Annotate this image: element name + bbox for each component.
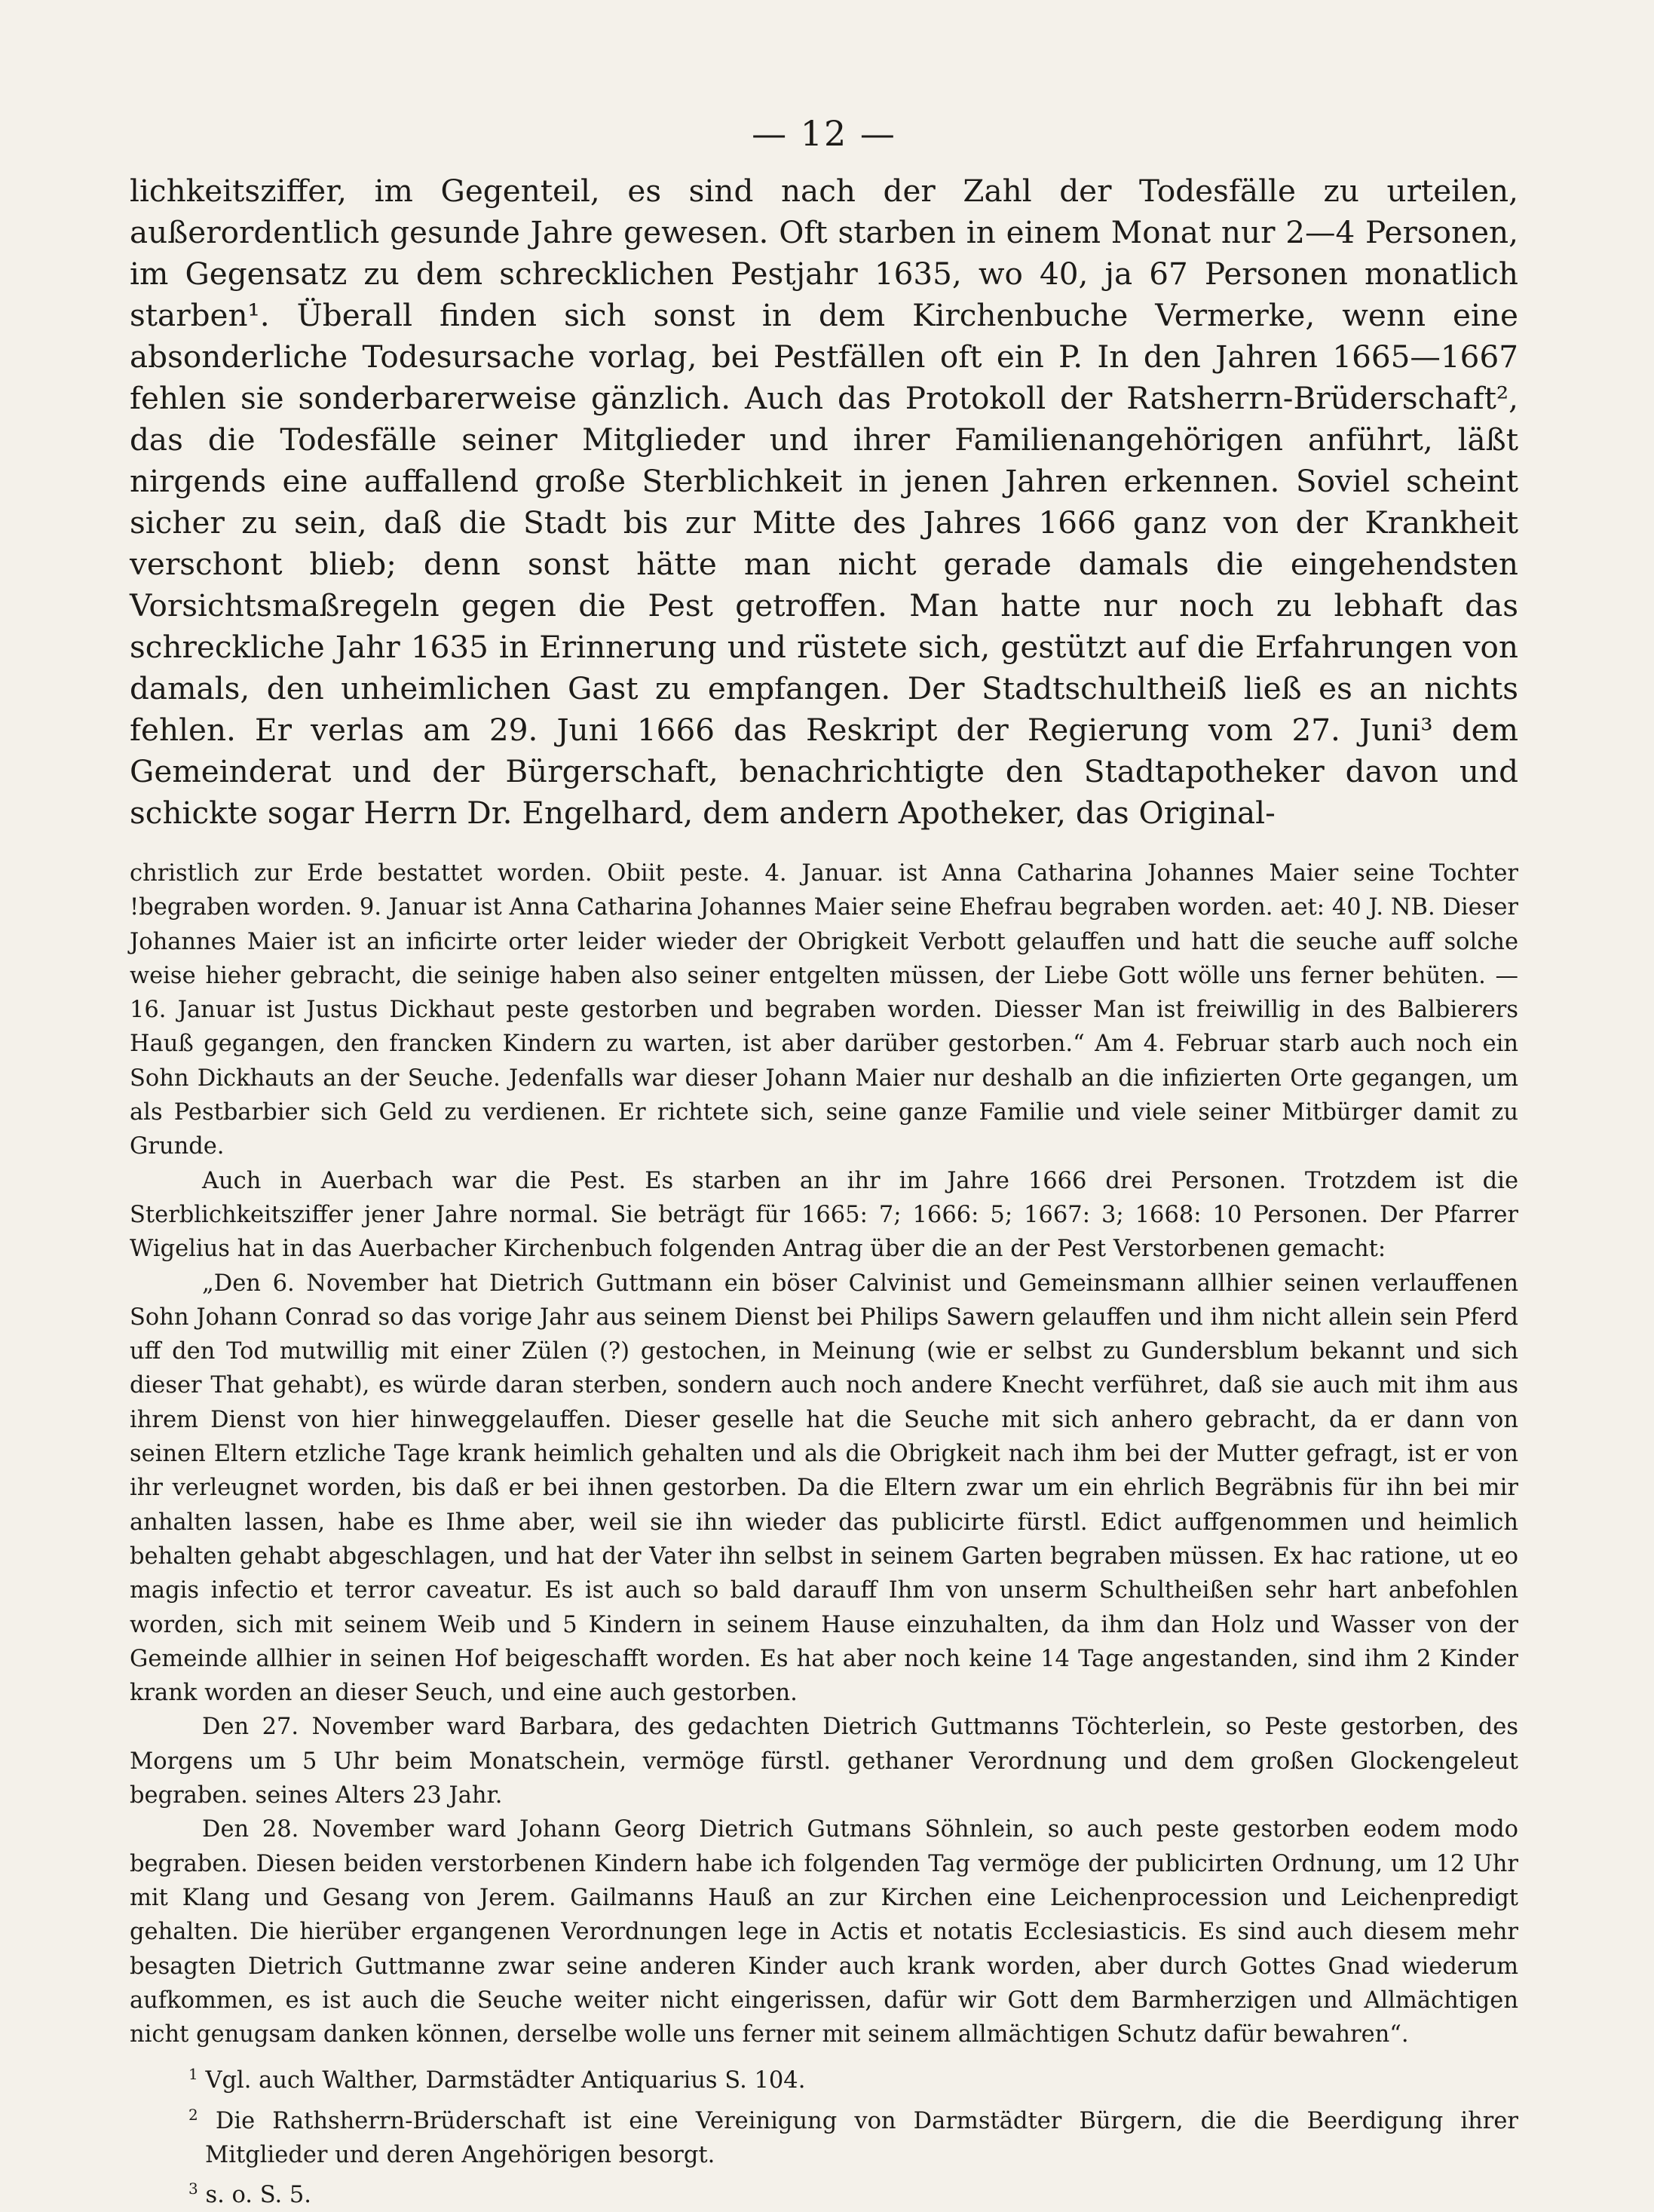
footnote-text: Die Rathsherrn-Brüderschaft ist eine Vereinigung von Darmstädter Bürgern, die die Beerdigung ihrer Mitglieder und deren Angehörigen besorgt.	[205, 2107, 1518, 2168]
footnote-mark: 2	[188, 2105, 198, 2124]
footnote-mark: 1	[188, 2065, 198, 2084]
notes-section	[130, 856, 1518, 2051]
notes-paragraph: Auch in Auerbach war die Pest. Es starben an ihr im Jahre 1666 drei Personen. Trotzdem ist die Sterblichkeitsziffer jener Jahre normal. Sie beträgt für 1665: 7; 1666: 5; 1667: 3; 1668: 10 Personen. Der Pfarrer Wigelius hat in das Auerbacher Kirchenbuch folgenden Antrag über die an der Pest Verstorbenen gemacht:	[130, 1167, 1518, 1263]
notes-paragraph: christlich zur Erde bestattet worden. Obiit peste. 4. Januar. ist Anna Catharina Johannes Maier seine Tochter !begraben worden. 9. Januar ist Anna Catharina Johannes Maier seine Ehefrau begraben worden. aet: 40 J. NB. Dieser Johannes Maier ist an inficirte orter leider wieder der Obrigkeit Verbott gelauffen und hatt die seuche auff solche weise hieher gebracht, die seinige haben also seiner entgelten müssen, der Liebe Gott wölle uns ferner behüten. — 16. Januar ist Justus Dickhaut peste gestorben und begraben worden. Diesser Man ist freiwillig in des Balbierers Hauß gegangen, den francken Kindern zu warten, ist aber darüber gestorben.“ Am 4. Februar starb auch noch ein Sohn Dickhauts an der Seuche. Jedenfalls war dieser Johann Maier nur deshalb an die infizierten Orte gegangen, um als Pestbarbier sich Geld zu verdienen. Er richtete sich, seine ganze Familie und viele seiner Mitbürger damit zu Grunde.	[130, 860, 1518, 1160]
notes-quote-paragraph: „Den 6. November hat Dietrich Guttmann ein böser Calvinist und Gemeinsmann allhier seinen verlauffenen Sohn Johann Conrad so das vorige Jahr aus seinem Dienst bei Philips Sawern gelauffen und ihm nicht allein sein Pferd uff den Tod mutwillig mit einer Zülen (?) gestochen, in Meinung (wie er selbst zu Gundersblum bekannt und sich dieser That gehabt), es würde daran sterben, sondern auch noch andere Knecht verführet, daß sie auch mit ihm aus ihrem Dienst von hier hinweggelauffen. Dieser geselle hat die Seuche mit sich anhero gebracht, da er dann von seinen Eltern etzliche Tage krank heimlich gehalten und als die Obrigkeit nach ihm bei der Mutter gefragt, ist er von ihr verleugnet worden, bis daß er bei ihnen gestorben. Da die Eltern zwar um ein ehrlich Begräbnis für ihn bei mir anhalten lassen, habe es Ihme aber, weil sie ihn wieder das publicirte fürstl. Edict auffgenommen und heimlich behalten gehabt abgeschlagen, und hat der Vater ihn selbst in seinem Garten begraben müssen. Ex hac ratione, ut eo magis infectio et terror caveatur. Es ist auch so bald darauff Ihm von unserm Schultheißen sehr hart anbefohlen worden, sich mit seinem Weib und 5 Kindern in seinem Hause einzuhalten, da ihm dan Holz und Wasser von der Gemeinde allhier in seinen Hof beigeschafft worden. Es hat aber noch keine 14 Tage angestanden, sind ihm 2 Kinder krank worden an dieser Seuch, und eine auch gestorben.	[130, 1270, 1518, 1707]
footnote	[130, 2057, 1518, 2097]
notes-quote-paragraph: Den 28. November ward Johann Georg Dietrich Gutmans Söhnlein, so auch peste gestorben eodem modo begraben. Diesen beiden verstorbenen Kindern habe ich folgenden Tag vermöge der publicirten Ordnung, um 12 Uhr mit Klang und Gesang von Jerem. Gailmanns Hauß an zur Kirchen eine Leichenprocession und Leichenpredigt gehalten. Die hierüber ergangenen Verordnungen lege in Actis et notatis Ecclesiasticis. Es sind auch diesem mehr besagten Dietrich Guttmanne zwar seine anderen Kinder auch krank worden, aber durch Gottes Gnad wiederum aufkommen, es ist auch die Seuche weiter nicht eingerissen, dafür wir Gott dem Barmherzigen und Allmächtigen nicht genugsam danken können, derselbe wolle uns ferner mit seinem allmächtigen Schutz dafür bewahren“.	[130, 1816, 1518, 2048]
main-body-text	[130, 170, 1518, 834]
notes-quote-paragraph: Den 27. November ward Barbara, des gedachten Dietrich Guttmanns Töchterlein, so Peste gestorben, des Morgens um 5 Uhr beim Monatschein, vermöge fürstl. gethaner Verordnung und dem großen Glockengeleut begraben. seines Alters 23 Jahr.	[130, 1714, 1518, 1809]
page-number: — 12 —	[752, 113, 896, 154]
footnotes	[130, 2057, 1518, 2211]
footnote-mark: 3	[188, 2179, 198, 2198]
main-paragraph: lichkeitsziffer, im Gegenteil, es sind nach der Zahl der Todesfälle zu urteilen, außerordentlich gesunde Jahre gewesen. Oft starben in einem Monat nur 2—4 Personen, im Gegensatz zu dem schrecklichen Pestjahr 1635, wo 40, ja 67 Personen monatlich starben¹. Überall finden sich sonst in dem Kirchenbuche Vermerke, wenn eine absonderliche Todesursache vorlag, bei Pestfällen oft ein P. In den Jahren 1665—1667 fehlen sie sonderbarerweise gänzlich. Auch das Protokoll der Ratsherrn-Brüderschaft², das die Todesfälle seiner Mitglieder und ihrer Familienangehörigen anführt, läßt nirgends eine auffallend große Sterblichkeit in jenen Jahren erkennen. Soviel scheint sicher zu sein, daß die Stadt bis zur Mitte des Jahres 1666 ganz von der Krankheit verschont blieb; denn sonst hätte man nicht gerade damals die eingehendsten Vorsichtsmaßregeln gegen die Pest getroffen. Man hatte nur noch zu lebhaft das schreckliche Jahr 1635 in Erinnerung und rüstete sich, gestützt auf die Erfahrungen von damals, den unheimlichen Gast zu empfangen. Der Stadtschultheiß ließ es an nichts fehlen. Er verlas am 29. Juni 1666 das Reskript der Regierung vom 27. Juni³ dem Gemeinderat und der Bürgerschaft, benachrichtigte den Stadtapotheker davon und schickte sogar Herrn Dr. Engelhard, dem andern Apotheker, das Original-	[130, 173, 1518, 831]
footnote-text: s. o. S. 5.	[205, 2181, 311, 2208]
footnote-text: Vgl. auch Walther, Darmstädter Antiquarius S. 104.	[205, 2067, 806, 2094]
footnote	[130, 2098, 1518, 2172]
